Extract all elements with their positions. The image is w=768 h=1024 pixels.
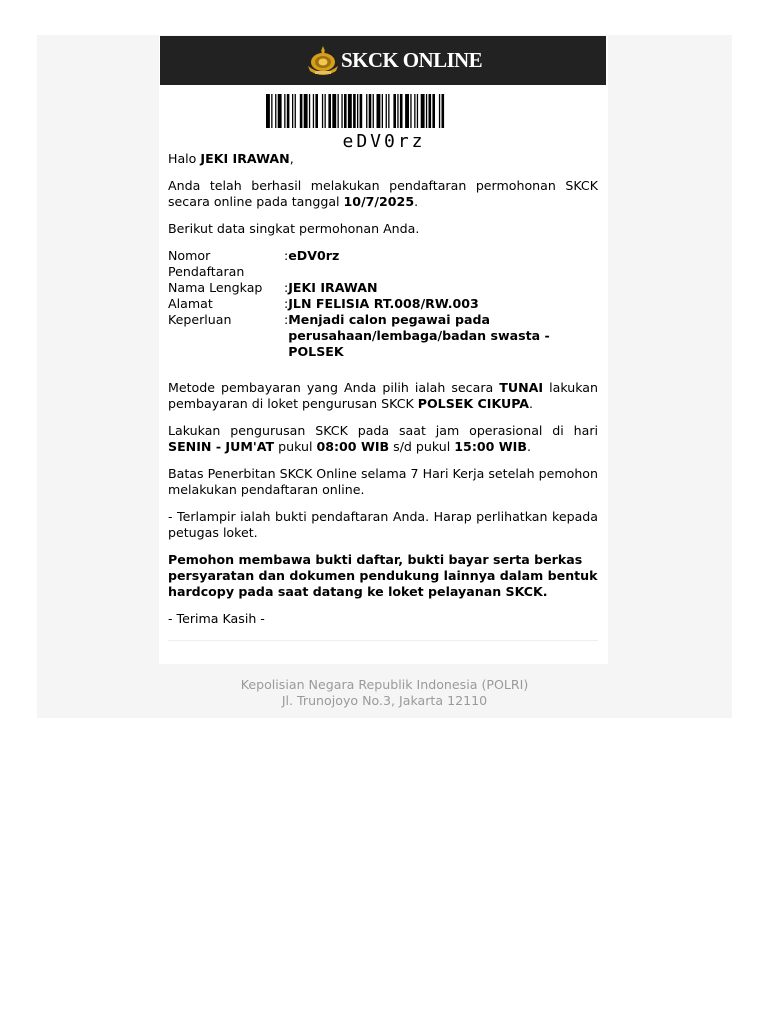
applicant-name: JEKI IRAWAN xyxy=(200,151,290,166)
operating-days: SENIN - JUM'AT xyxy=(168,439,275,454)
hours-paragraph: Lakukan pengurusan SKCK pada saat jam operasional di hari SENIN - JUM'AT pukul 08:00 WIB s/d pukul 15:00 WIB. xyxy=(168,423,598,454)
table-row xyxy=(168,296,588,312)
payment-method: TUNAI xyxy=(499,380,544,395)
table-row xyxy=(168,248,588,280)
table-row xyxy=(168,312,588,360)
intro-paragraph: Anda telah berhasil melakukan pendaftaran permohonan SKCK secara online pada tanggal 10/7/2025. xyxy=(168,178,598,209)
barcode-code: eDV0rz xyxy=(342,131,426,152)
opening-time: 08:00 WIB xyxy=(316,439,390,454)
detail-separator: : xyxy=(284,248,289,263)
deadline-note: Batas Penerbitan SKCK Online selama 7 Hari Kerja setelah pemohon melakukan pendaftaran online. xyxy=(168,466,598,497)
attachment-note: - Terlampir ialah bukti pendaftaran Anda. Harap perlihatkan kepada petugas loket. xyxy=(168,509,598,540)
summary-heading: Berikut data singkat permohonan Anda. xyxy=(168,221,420,236)
registration-details-table xyxy=(168,248,588,360)
app-logo-text: SKCK ONLINE xyxy=(341,48,483,72)
detail-label: Nomor Pendaftaran xyxy=(168,248,245,279)
detail-label: Keperluan xyxy=(168,312,232,327)
payment-paragraph: Metode pembayaran yang Anda pilih ialah secara TUNAI lakukan pembayaran di loket pengurusan SKCK POLSEK CIKUPA. xyxy=(168,380,598,411)
detail-label: Alamat xyxy=(168,296,213,311)
registration-date: 10/7/2025 xyxy=(343,194,415,209)
detail-separator: : xyxy=(284,296,289,311)
footer xyxy=(37,677,732,709)
greeting: Halo JEKI IRAWAN, xyxy=(168,151,294,166)
footer-address: Jl. Trunojoyo No.3, Jakarta 12110 xyxy=(281,693,488,708)
detail-separator: : xyxy=(284,280,289,295)
detail-value: eDV0rz xyxy=(288,248,340,263)
police-emblem-icon xyxy=(306,44,340,76)
closing-text: - Terima Kasih - xyxy=(168,611,265,626)
email-body xyxy=(168,151,598,638)
detail-value: JEKI IRAWAN xyxy=(288,280,378,295)
table-row xyxy=(168,280,588,296)
requirements-note: Pemohon membawa bukti daftar, bukti bayar serta berkas persyaratan dan dokumen pendukung lainnya dalam bentuk hardcopy pada saat datang ke loket pelayanan SKCK. xyxy=(168,552,598,599)
divider xyxy=(168,640,598,641)
barcode-image xyxy=(266,94,502,128)
detail-separator: : xyxy=(284,312,289,327)
footer-organization: Kepolisian Negara Republik Indonesia (POLRI) xyxy=(240,677,529,692)
closing-time: 15:00 WIB xyxy=(454,439,527,454)
detail-value: JLN FELISIA RT.008/RW.003 xyxy=(288,296,479,311)
payment-location: POLSEK CIKUPA xyxy=(417,396,530,411)
detail-label: Nama Lengkap xyxy=(168,280,263,295)
detail-value: Menjadi calon pegawai pada perusahaan/lembaga/badan swasta - POLSEK xyxy=(288,312,550,359)
